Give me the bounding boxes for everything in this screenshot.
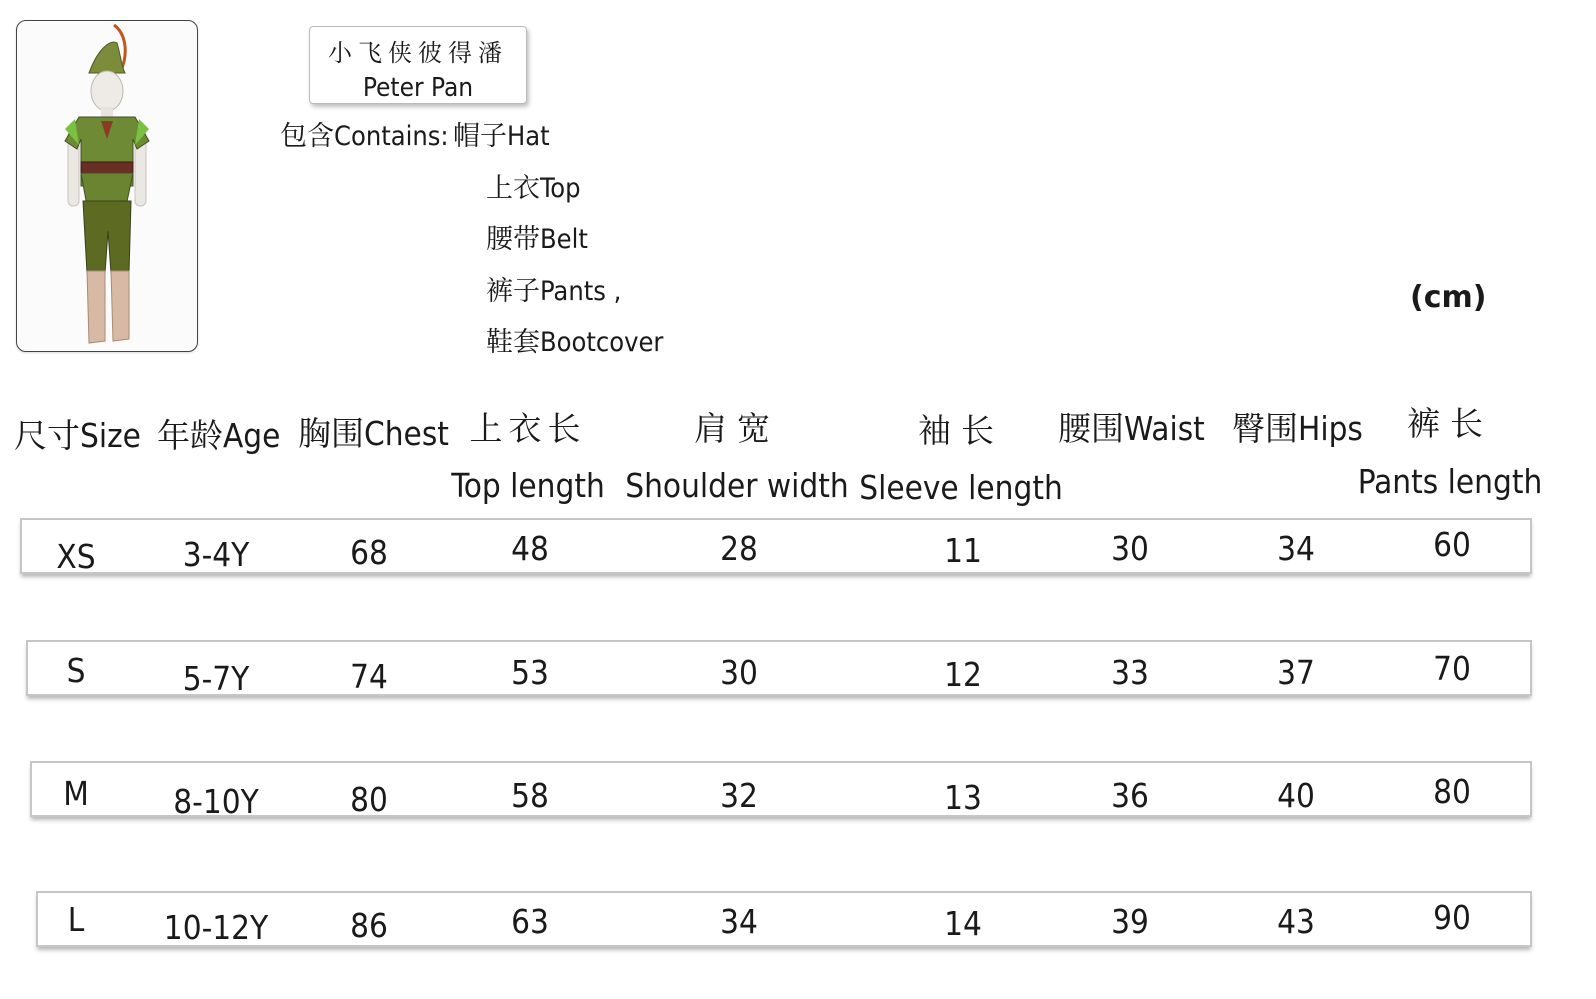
header-sleeve-length-en: Sleeve length xyxy=(859,468,1063,507)
product-name-chinese: 小飞侠彼得潘 xyxy=(328,39,508,67)
size-row-s xyxy=(26,640,1532,696)
cell-size: M xyxy=(63,774,89,813)
header-size: 尺寸Size xyxy=(14,416,141,455)
cell-sleeve-length: 12 xyxy=(944,655,982,694)
cell-waist: 36 xyxy=(1111,776,1149,815)
header-sleeve-length-cn: 袖长 xyxy=(918,411,1004,450)
contents-item-top: 上衣Top xyxy=(486,173,581,204)
header-top-length-cn: 上衣长 xyxy=(469,409,587,448)
header-top-length-en: Top length xyxy=(451,466,605,505)
cell-chest: 68 xyxy=(350,533,388,572)
size-row-l xyxy=(36,891,1532,947)
cell-hips: 40 xyxy=(1277,776,1315,815)
header-pants-length-en: Pants length xyxy=(1357,462,1543,501)
cell-age: 10-12Y xyxy=(163,908,269,947)
cell-age: 3-4Y xyxy=(182,535,250,574)
contents-item-hat: 帽子Hat xyxy=(453,121,550,152)
contains-label: 包含Contains: xyxy=(280,121,449,152)
cell-shoulder-width: 30 xyxy=(720,653,758,692)
contents-item-pants: 裤子Pants , xyxy=(486,276,622,307)
cell-age: 5-7Y xyxy=(182,659,250,698)
header-waist: 腰围Waist xyxy=(1058,409,1205,448)
product-name-english: Peter Pan xyxy=(362,73,474,103)
mannequin-costume-illustration xyxy=(17,21,197,351)
size-row-xs xyxy=(20,518,1532,574)
unit-label: (cm) xyxy=(1410,280,1487,315)
header-hips: 臀围Hips xyxy=(1232,409,1363,448)
cell-top-length: 63 xyxy=(511,902,549,941)
header-chest: 胸围Chest xyxy=(298,414,449,453)
header-pants-length-cn: 裤长 xyxy=(1407,404,1493,443)
cell-chest: 74 xyxy=(350,657,388,696)
cell-waist: 39 xyxy=(1111,902,1149,941)
contents-item-bootcover: 鞋套Bootcover xyxy=(486,327,664,358)
cell-size: L xyxy=(67,900,85,939)
cell-sleeve-length: 11 xyxy=(944,531,982,570)
cell-shoulder-width: 34 xyxy=(720,902,758,941)
cell-top-length: 48 xyxy=(511,529,549,568)
header-shoulder-width-en: Shoulder width xyxy=(625,466,849,505)
product-title-box xyxy=(309,26,527,104)
cell-age: 8-10Y xyxy=(173,782,259,821)
cell-size: S xyxy=(66,651,86,690)
cell-pants-length: 90 xyxy=(1433,898,1471,937)
cell-hips: 43 xyxy=(1277,902,1315,941)
cell-hips: 37 xyxy=(1277,653,1315,692)
cell-shoulder-width: 28 xyxy=(720,529,758,568)
cell-pants-length: 70 xyxy=(1433,649,1471,688)
header-shoulder-width-cn: 肩宽 xyxy=(694,409,780,448)
cell-sleeve-length: 14 xyxy=(944,904,982,943)
cell-hips: 34 xyxy=(1277,529,1315,568)
cell-pants-length: 60 xyxy=(1433,525,1471,564)
product-photo xyxy=(16,20,198,352)
size-row-m xyxy=(30,761,1532,821)
cell-waist: 30 xyxy=(1111,529,1149,568)
cell-top-length: 58 xyxy=(511,776,549,815)
cell-chest: 86 xyxy=(350,906,388,945)
header-age: 年龄Age xyxy=(157,416,281,455)
contents-item-belt: 腰带Belt xyxy=(486,224,588,255)
cell-top-length: 53 xyxy=(511,653,549,692)
cell-waist: 33 xyxy=(1111,653,1149,692)
cell-sleeve-length: 13 xyxy=(944,778,982,817)
cell-shoulder-width: 32 xyxy=(720,776,758,815)
cell-chest: 80 xyxy=(350,780,388,819)
cell-size: XS xyxy=(56,537,96,576)
cell-pants-length: 80 xyxy=(1433,772,1471,811)
